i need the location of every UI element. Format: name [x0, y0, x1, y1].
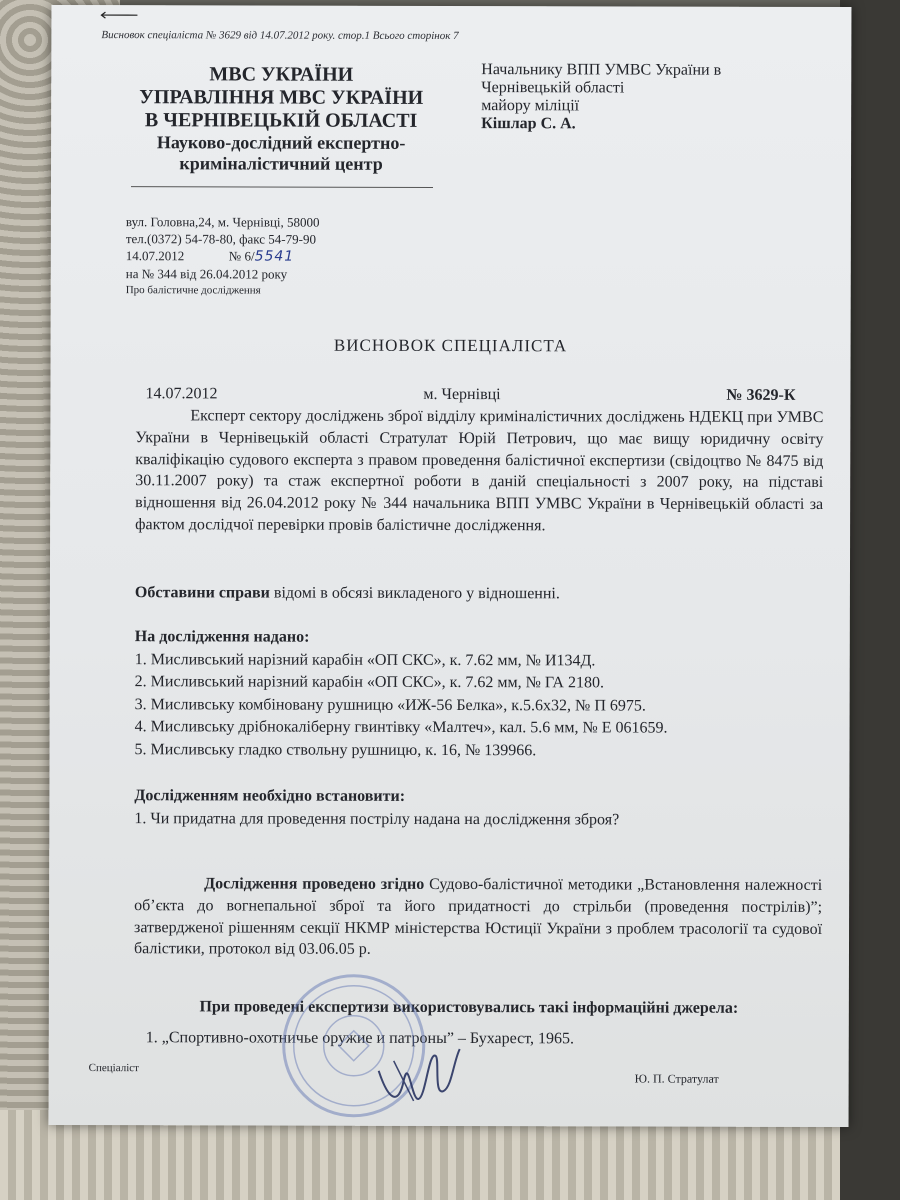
- submitted-list: [134, 626, 822, 763]
- list-item: 1. Чи придатна для проведення пострілу надана на дослідження зброя?: [134, 809, 620, 828]
- organization-block: [121, 63, 441, 175]
- method-paragraph: [134, 873, 822, 962]
- pen-mark: [99, 9, 139, 19]
- circumstances-text: відомі в обсязі викладеного у відношенні.: [269, 584, 560, 603]
- outgoing-date: 14.07.2012: [125, 248, 185, 264]
- recipient-name: Кішлар С. А.: [481, 115, 576, 133]
- recipient-line-2: Чернівецькій області: [481, 79, 625, 97]
- org-line-4: Науково-дослідний експертно-: [156, 132, 406, 153]
- running-header: Висновок спеціаліста № 3629 від 14.07.2012 року. стор.1 Всього сторінок 7: [101, 29, 459, 43]
- questions-list: [134, 785, 822, 832]
- sources-heading: При проведені експертизи використовувались такі інформаційні джерела:: [199, 998, 739, 1017]
- org-line-5: криміналістичний центр: [179, 153, 383, 174]
- recipient-line-1: Начальнику ВПП УМВС України в: [481, 61, 722, 79]
- footer-signatory: Ю. П. Стратулат: [634, 1071, 719, 1086]
- signature-icon: [374, 1041, 464, 1111]
- list-item: 2. Мисливський нарізний карабін «ОП СКС», к. 7.62 мм, № ГА 2180.: [134, 673, 604, 692]
- address-street: вул. Головна,24, м. Чернівці, 58000: [125, 214, 320, 230]
- org-line-3: В ЧЕРНІВЕЦЬКІЙ ОБЛАСТІ: [144, 109, 418, 132]
- conclusion-date: 14.07.2012: [145, 385, 218, 403]
- subject-line: Про балістичне дослідження: [125, 284, 261, 297]
- list-item: 1. „Спортивно-охотничье оружие и патроны” – Бухарест, 1965.: [145, 1029, 575, 1048]
- outgoing-number: [126, 247, 320, 266]
- circumstances-label: Обставини справи: [134, 584, 270, 602]
- submitted-label: На дослідження надано:: [134, 628, 310, 646]
- questions-label: Дослідженням необхідно встановити:: [134, 787, 406, 805]
- address-phone: тел.(0372) 54-78-80, факс 54-79-90: [125, 231, 316, 247]
- org-line-2: УПРАВЛІННЯ МВС УКРАЇНИ: [139, 86, 424, 109]
- list-item: 5. Мисливську гладко ствольну рушницю, к. 16, № 139966.: [134, 740, 537, 759]
- method-label: Дослідження проведено згідно: [204, 875, 425, 893]
- list-item: 1. Мисливський нарізний карабін «ОП СКС», к. 7.62 мм, № И134Д.: [134, 650, 596, 669]
- reference-line: на № 344 від 26.04.2012 року: [125, 266, 288, 282]
- outgoing-num-prefix: № 6/: [228, 248, 255, 264]
- method-text: Судово-балістичної методики „Встановлення належності об’єкта до вогнепальної зброї та його придатності до стрільби (проведення пострілів)”; затвердженої рішенням секції НКМР міністерства Юстиції України з проблем трасології та судової балістики, протокол від 03.06.05 р.: [133, 875, 823, 959]
- org-line-1: МВС УКРАЇНИ: [209, 63, 354, 86]
- intro-paragraph: Експерт сектору досліджень зброї відділу криміналістичних досліджень НДЕКЦ при УМВС України в Чернівецькій області Стратулат Юрій Петрович, що має вищу юридичну освіту кваліфікацію судового експерта з правом проведення балістичної експертизи (свідоцтво № 8475 від 30.11.2007 року) та стаж експертної роботи в даній спеціальності з 2007 року, на підставі відношення від 26.04.2012 року № 344 начальника ВПП УМВС України в Чернівецькій області за фактом дослідчої перевірки провів балістичне дослідження.: [135, 407, 824, 535]
- recipient-line-3: майору міліції: [481, 97, 580, 115]
- document-title: ВИСНОВОК СПЕЦІАЛІСТА: [333, 335, 568, 356]
- footer-role: Спеціаліст: [88, 1062, 139, 1075]
- circumstances-paragraph: [135, 582, 823, 606]
- dateline: [145, 385, 795, 405]
- conclusion-number: № 3629-К: [726, 386, 796, 404]
- list-item: 4. Мисливську дрібнокаліберну гвинтівку «Малтеч», кал. 5.6 мм, № Е 061659.: [134, 718, 668, 737]
- address-block: [126, 213, 320, 300]
- conclusion-city: м. Чернівці: [423, 385, 501, 404]
- document-page: [49, 5, 852, 1127]
- list-item: 3. Мисливську комбіновану рушницю «ИЖ-56 Белка», к.5.6х32, № П 6975.: [134, 695, 646, 715]
- recipient-block: [481, 61, 721, 134]
- handwritten-number: 5541: [254, 248, 295, 265]
- org-divider: [131, 186, 433, 188]
